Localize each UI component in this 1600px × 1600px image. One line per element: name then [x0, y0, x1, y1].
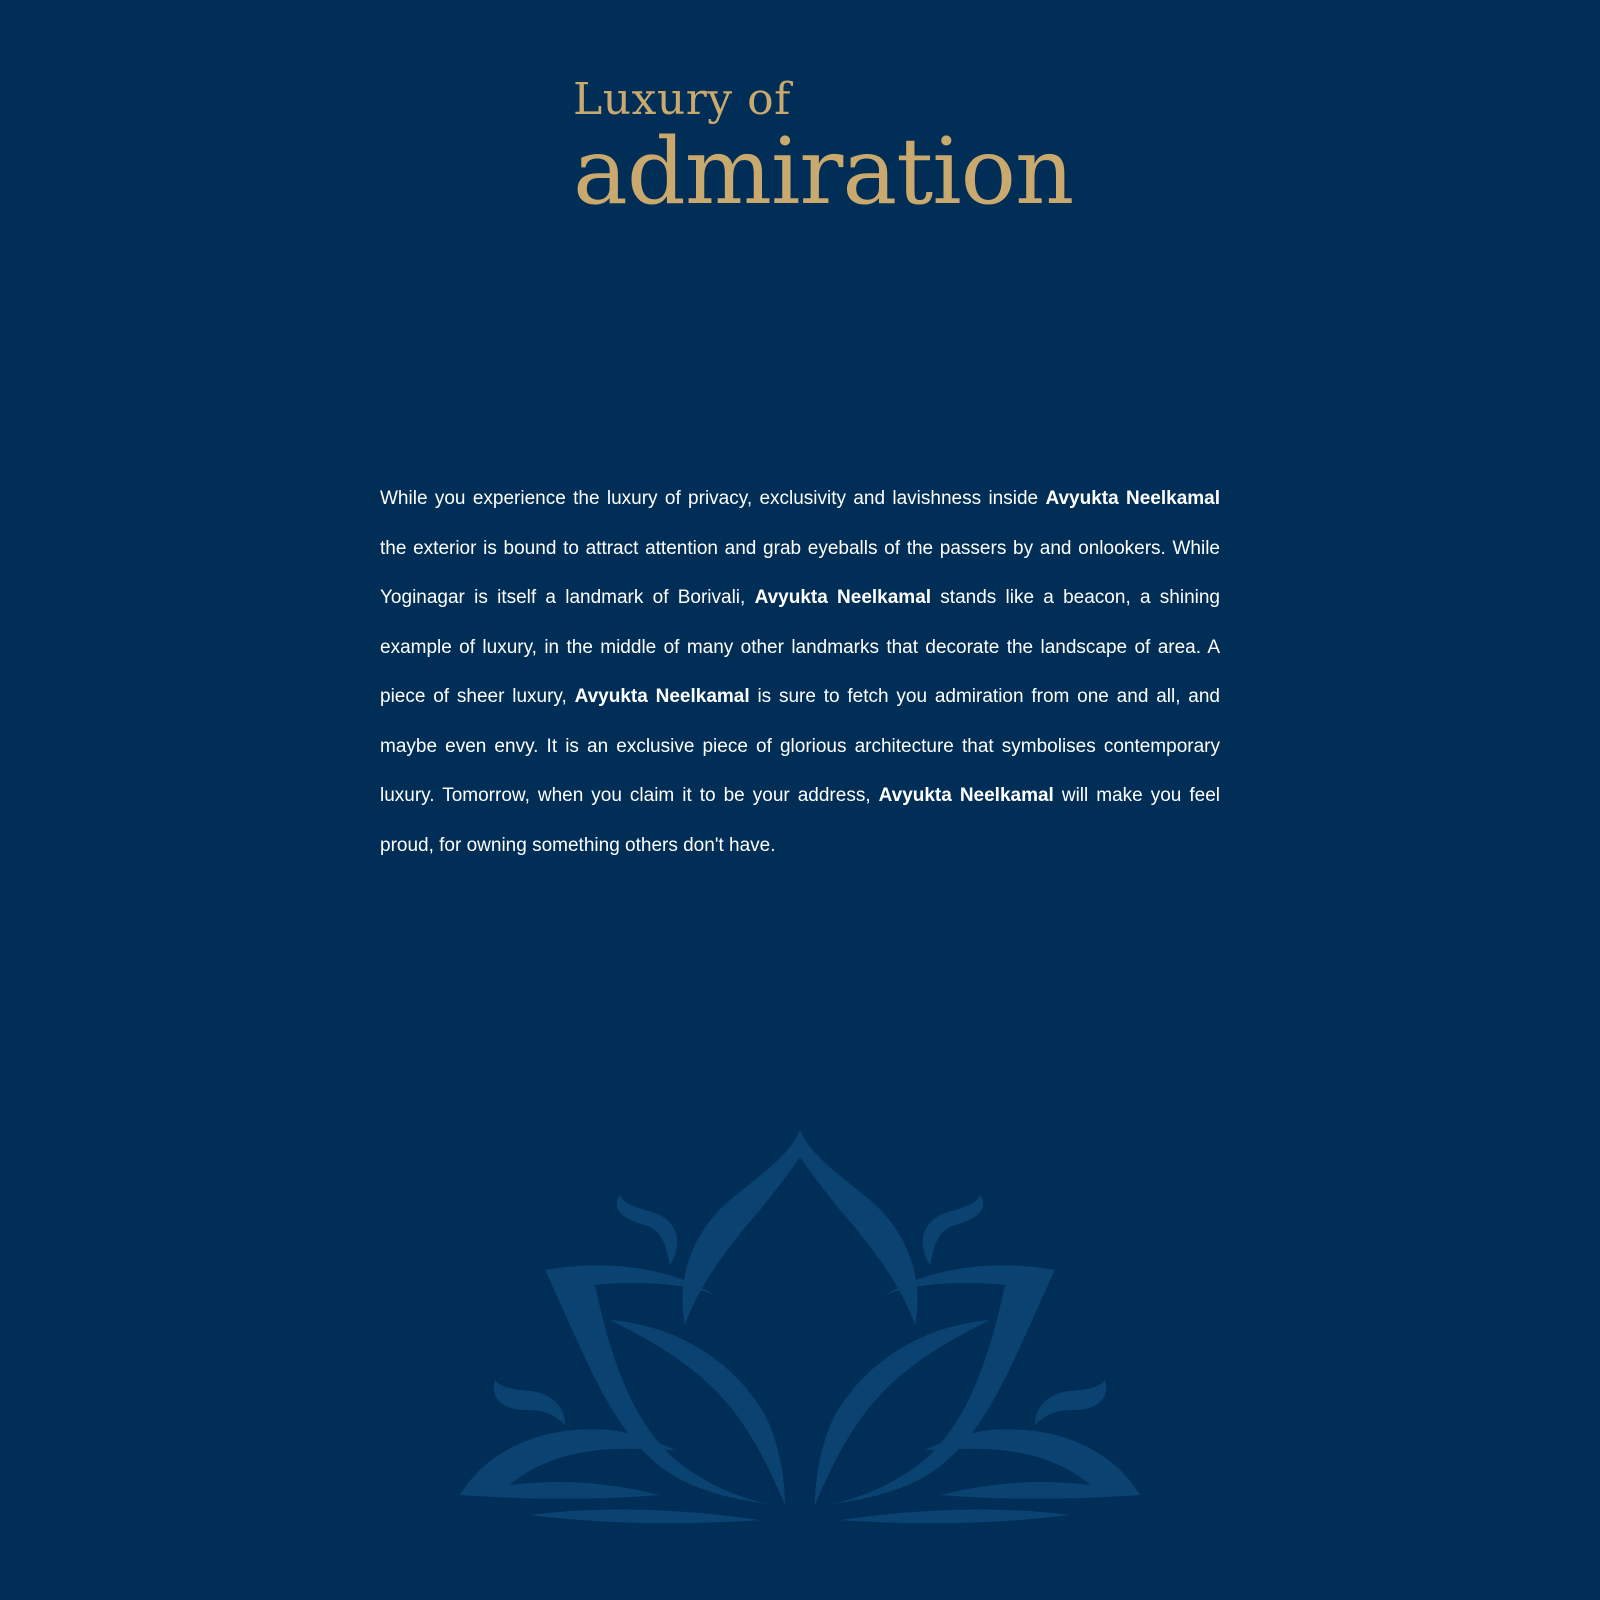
lotus-icon [460, 1125, 1140, 1525]
brand-name: Avyukta Neelkamal [878, 785, 1054, 806]
brand-name: Avyukta Neelkamal [574, 686, 750, 707]
page-heading [573, 70, 1133, 225]
brand-name: Avyukta Neelkamal [754, 587, 932, 608]
body-paragraph [380, 474, 1220, 870]
brand-name: Avyukta Neelkamal [1045, 488, 1220, 509]
heading-line-2: admiration [573, 118, 1074, 225]
heading-line-1: Luxury of [573, 74, 791, 125]
body-text-segment: will make you feel proud, for owning something others don't have. [380, 785, 1220, 856]
body-text-segment: the exterior is bound to attract attention and grab eyeballs of the passers by and onlookers. While Yoginagar is itself a landmark of Borivali, [380, 537, 1220, 608]
body-text-segment: stands like a beacon, a shining example of luxury, in the middle of many other landmarks that decorate the landscape of area. A piece of sheer luxury, [380, 587, 1220, 707]
body-text-segment: While you experience the luxury of privacy, exclusivity and lavishness inside [380, 488, 1046, 509]
body-text-segment: is sure to fetch you admiration from one and all, and maybe even envy. It is an exclusive piece of glorious architecture that symbolises contemporary luxury. Tomorrow, when you claim it to be your address, [380, 686, 1220, 806]
